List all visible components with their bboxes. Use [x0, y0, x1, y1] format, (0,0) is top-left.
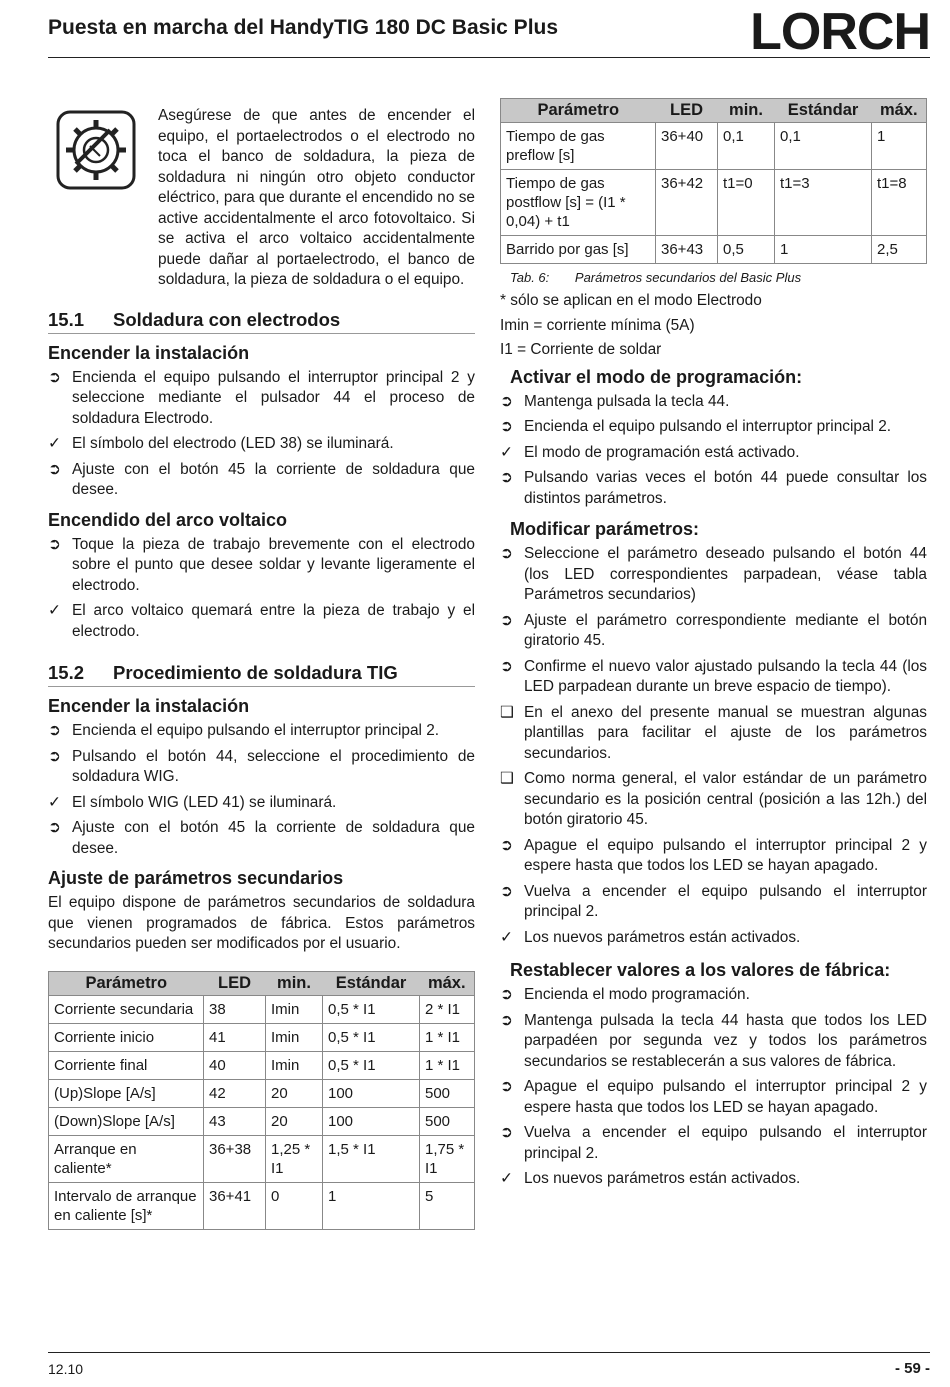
step-text: Encienda el equipo pulsando el interruptor principal 2.: [72, 722, 440, 739]
step-item: [500, 703, 927, 765]
section-15-1-heading: [48, 309, 475, 334]
table-notes: [500, 291, 927, 361]
step-text: Ajuste con el botón 45 la corriente de soldadura que desee.: [72, 819, 475, 857]
table-row: [49, 1079, 475, 1107]
step-item: [500, 611, 927, 652]
check-icon: ✓: [48, 793, 61, 811]
check-icon: ✓: [500, 928, 513, 946]
left-column: [48, 98, 475, 1230]
table-cell: t1=3: [775, 170, 872, 236]
step-text: Toque la pieza de trabajo brevemente con el electrodo sobre el punto que desee soldar y levante ligeramente el electrodo.: [72, 535, 475, 594]
column-header: min.: [718, 99, 775, 123]
table-cell: 20: [266, 1107, 323, 1135]
checkbox-icon: ❑: [500, 770, 514, 787]
table-cell: 36+41: [204, 1182, 266, 1229]
table-cell: 36+42: [656, 170, 718, 236]
table-cell: 0,5: [718, 236, 775, 264]
table-cell: Imin: [266, 995, 323, 1023]
arrow-icon: ➲: [500, 882, 513, 900]
table-cell: Corriente inicio: [49, 1023, 204, 1051]
step-item: [500, 1011, 927, 1073]
table-cell: 0,5 * I1: [323, 995, 420, 1023]
table-cell: 0,1: [775, 123, 872, 170]
step-text: Confirme el nuevo valor ajustado pulsando la tecla 44 (los LED parpadean durante un breve espacio de tiempo).: [524, 657, 927, 695]
check-icon: ✓: [48, 602, 61, 619]
table-cell: 1: [872, 123, 927, 170]
step-text: Mantenga pulsada la tecla 44 hasta que todos los LED parpadéen por segunda vez y todos los parámetros secundarios se restablecerán a sus valores de fábrica.: [524, 1011, 927, 1070]
step-text: Apague el equipo pulsando el interruptor principal 2 y espere hasta que todos los LED se hayan apagado.: [524, 836, 927, 874]
step-text: Vuelva a encender el equipo pulsando el interruptor principal 2.: [524, 882, 927, 920]
step-list: [500, 544, 927, 948]
table-cell: (Up)Slope [A/s]: [49, 1079, 204, 1107]
step-item: [48, 721, 475, 742]
step-item: [500, 1123, 927, 1164]
table-cell: Imin: [266, 1023, 323, 1051]
arrow-icon: ➲: [500, 1011, 513, 1029]
secondary-parameters-table: [48, 971, 475, 1230]
table-cell: 100: [323, 1107, 420, 1135]
table-cell: 5: [420, 1182, 475, 1229]
step-text: El arco voltaico quemará entre la pieza de trabajo y el electrodo.: [72, 602, 475, 640]
subheading: Encender la instalación: [48, 342, 250, 363]
step-text: Como norma general, el valor estándar de un parámetro secundario es la posición central (posición a las 12h.) del botón giratorio 45.: [524, 770, 927, 828]
step-item: [48, 434, 475, 455]
step-text: Seleccione el parámetro deseado pulsando el botón 44 (los LED correspondientes parpadean, véase tabla Parámetros secundarios): [524, 545, 927, 603]
table-cell: 1,5 * I1: [323, 1135, 420, 1182]
gear-warning-icon: [56, 110, 136, 190]
step-list: [500, 985, 927, 1190]
table-row: [501, 123, 927, 170]
step-text: En el anexo del presente manual se muestran algunas plantillas para facilitar el ajuste de los parámetros secundarios.: [524, 703, 927, 762]
column-header: Estándar: [323, 971, 420, 995]
step-text: Apague el equipo pulsando el interruptor principal 2 y espere hasta que todos los LED se hayan apagado.: [524, 1078, 927, 1116]
step-text: Pulsando el botón 44, seleccione el procedimiento de soldadura WIG.: [72, 747, 475, 785]
column-header: máx.: [872, 99, 927, 123]
step-text: Los nuevos parámetros están activados.: [524, 1170, 801, 1187]
table-cell: t1=8: [872, 170, 927, 236]
table-cell: 0: [266, 1182, 323, 1229]
step-text: Encienda el equipo pulsando el interruptor principal 2.: [524, 418, 892, 435]
step-item: [500, 928, 927, 949]
step-item: [500, 836, 927, 877]
step-item: [500, 769, 927, 831]
paragraph: El equipo dispone de parámetros secundarios de soldadura que vienen programados de fábrica. Estos parámetros secundarios pueden ser modificados por el usuario.: [48, 894, 475, 952]
step-text: El símbolo del electrodo (LED 38) se iluminará.: [72, 435, 394, 452]
step-text: Encienda el modo programación.: [524, 986, 750, 1003]
table-cell: 36+38: [204, 1135, 266, 1182]
table-cell: 42: [204, 1079, 266, 1107]
step-item: [48, 535, 475, 597]
table-cell: Barrido por gas [s]: [501, 236, 656, 264]
page-number: - 59 -: [894, 1360, 930, 1377]
step-list: [48, 721, 475, 859]
column-header: min.: [266, 971, 323, 995]
table-cell: 1,75 * I1: [420, 1135, 475, 1182]
step-item: [48, 818, 475, 859]
section-15-2-heading: [48, 662, 475, 687]
footer-divider: [48, 1352, 930, 1353]
step-text: Encienda el equipo pulsando el interruptor principal 2 y seleccione mediante el pulsador 44 el proceso de soldadura Electrodo.: [72, 368, 475, 427]
table-cell: 40: [204, 1051, 266, 1079]
arrow-icon: ➲: [500, 469, 513, 486]
arrow-icon: ➲: [500, 836, 513, 854]
subheading: Modificar parámetros:: [510, 519, 700, 539]
arrow-icon: ➲: [48, 819, 61, 836]
table-cell: t1=0: [718, 170, 775, 236]
table-cell: 500: [420, 1107, 475, 1135]
table-cell: 0,5 * I1: [323, 1023, 420, 1051]
note: I1 = Corriente de soldar: [500, 341, 662, 358]
header-divider: [48, 57, 930, 58]
arrow-icon: ➲: [500, 657, 513, 675]
step-item: [48, 460, 475, 501]
step-item: [48, 793, 475, 814]
note: * sólo se aplican en el modo Electrodo: [500, 292, 762, 309]
column-header: Parámetro: [49, 971, 204, 995]
table-cell: 2,5: [872, 236, 927, 264]
table-row: [49, 1107, 475, 1135]
step-text: El modo de programación está activado.: [524, 443, 800, 461]
section-title: Procedimiento de soldadura TIG: [113, 662, 398, 683]
column-header: LED: [204, 971, 266, 995]
table-cell: 1 * I1: [420, 1023, 475, 1051]
arrow-icon: ➲: [500, 1124, 513, 1141]
arrow-icon: ➲: [500, 986, 513, 1003]
table-cell: 36+40: [656, 123, 718, 170]
check-icon: ✓: [48, 435, 61, 452]
safety-notice: [48, 98, 475, 291]
table-cell: Arranque en caliente*: [49, 1135, 204, 1182]
step-item: [48, 601, 475, 642]
table-cell: Tiempo de gas postflow [s] = (I1 * 0,04) + t1: [501, 170, 656, 236]
step-item: [48, 747, 475, 788]
step-item: [500, 544, 927, 606]
step-item: [500, 985, 927, 1006]
table-cell: 41: [204, 1023, 266, 1051]
arrow-icon: ➲: [500, 392, 513, 410]
table-cell: 2 * I1: [420, 995, 475, 1023]
step-item: [500, 657, 927, 698]
table-cell: 38: [204, 995, 266, 1023]
table-row: [49, 1023, 475, 1051]
step-item: [500, 468, 927, 509]
step-item: [500, 443, 927, 464]
subheading: Encendido del arco voltaico: [48, 509, 288, 530]
step-text: Mantenga pulsada la tecla 44.: [524, 392, 730, 410]
step-list: [48, 368, 475, 501]
arrow-icon: ➲: [500, 545, 513, 562]
step-text: Pulsando varias veces el botón 44 puede consultar los distintos parámetros.: [524, 469, 927, 507]
arrow-icon: ➲: [48, 460, 61, 478]
step-text: Los nuevos parámetros están activados.: [524, 928, 801, 946]
table-row: [501, 236, 927, 264]
table-header-row: [501, 99, 927, 123]
step-list: [500, 392, 927, 510]
step-list: [48, 535, 475, 643]
checkbox-icon: ❑: [500, 703, 514, 721]
arrow-icon: ➲: [48, 747, 61, 765]
lorch-logo: LORCH: [750, 3, 930, 61]
table-cell: Intervalo de arranque en caliente [s]*: [49, 1182, 204, 1229]
table-cell: 500: [420, 1079, 475, 1107]
table-cell: Imin: [266, 1051, 323, 1079]
footer-date: 12.10: [48, 1361, 84, 1377]
table-cell: 0,1: [718, 123, 775, 170]
table-cell: 1: [775, 236, 872, 264]
table-cell: 43: [204, 1107, 266, 1135]
caption-label: Tab. 6:: [510, 270, 550, 285]
note: Imin = corriente mínima (5A): [500, 316, 695, 334]
arrow-icon: ➲: [500, 1078, 513, 1095]
table-row: [49, 1135, 475, 1182]
column-header: LED: [656, 99, 718, 123]
table-cell: 100: [323, 1079, 420, 1107]
section-title: Soldadura con electrodos: [113, 308, 341, 330]
arrow-icon: ➲: [500, 611, 513, 629]
table-row: [501, 170, 927, 236]
step-text: Vuelva a encender el equipo pulsando el interruptor principal 2.: [524, 1124, 927, 1162]
table-cell: 36+43: [656, 236, 718, 264]
table-cell: 1 * I1: [420, 1051, 475, 1079]
table-cell: 20: [266, 1079, 323, 1107]
table-cell: 1: [323, 1182, 420, 1229]
right-column: [500, 98, 927, 1195]
table-row: [49, 1182, 475, 1229]
arrow-icon: ➲: [48, 368, 61, 386]
subheading: Encender la instalación: [48, 696, 250, 716]
column-header: máx.: [420, 971, 475, 995]
subheading: Ajuste de parámetros secundarios: [48, 868, 344, 888]
step-item: [500, 392, 927, 413]
table-row: [49, 995, 475, 1023]
table-caption: [510, 270, 927, 285]
column-header: Parámetro: [501, 99, 656, 123]
step-text: Ajuste el parámetro correspondiente mediante el botón giratorio 45.: [524, 611, 927, 649]
table-cell: Tiempo de gas preflow [s]: [501, 123, 656, 170]
subheading: Activar el modo de programación:: [510, 366, 803, 387]
page-title: Puesta en marcha del HandyTIG 180 DC Basic Plus: [48, 16, 559, 39]
safety-text: Asegúrese de que antes de encender el equipo, el portaelectrodos o el electrodo no toca el banco de soldadura, la pieza de soldadura ni ningún otro objeto conductor eléctrico, para que durante el encendido no se active accidentalmente el arco fotovoltaico. Si se activa el arco voltaico accidentalmente puede dañar al portaelectrodo, el banco de soldadura, la pieza de soldadura o el equipo.: [158, 107, 475, 288]
step-item: [500, 1169, 927, 1190]
table-cell: 1,25 * I1: [266, 1135, 323, 1182]
section-number: 15.2: [48, 662, 85, 683]
step-item: [500, 417, 927, 438]
table-cell: Corriente secundaria: [49, 995, 204, 1023]
arrow-icon: ➲: [48, 535, 61, 553]
step-item: [500, 882, 927, 923]
caption-text: Parámetros secundarios del Basic Plus: [574, 270, 802, 285]
table-header-row: [49, 971, 475, 995]
section-number: 15.1: [48, 308, 85, 330]
subheading: Restablecer valores a los valores de fábrica:: [510, 960, 891, 980]
step-text: El símbolo WIG (LED 41) se iluminará.: [72, 793, 337, 811]
step-item: [48, 368, 475, 430]
secondary-parameters-table-basic-plus: [500, 98, 927, 264]
check-icon: ✓: [500, 1170, 513, 1187]
table-cell: 0,5 * I1: [323, 1051, 420, 1079]
step-text: Ajuste con el botón 45 la corriente de soldadura que desee.: [72, 460, 475, 498]
table-row: [49, 1051, 475, 1079]
arrow-icon: ➲: [500, 418, 513, 435]
table-cell: Corriente final: [49, 1051, 204, 1079]
check-icon: ✓: [500, 443, 513, 461]
step-item: [500, 1077, 927, 1118]
table-cell: (Down)Slope [A/s]: [49, 1107, 204, 1135]
column-header: Estándar: [775, 99, 872, 123]
arrow-icon: ➲: [48, 722, 61, 739]
